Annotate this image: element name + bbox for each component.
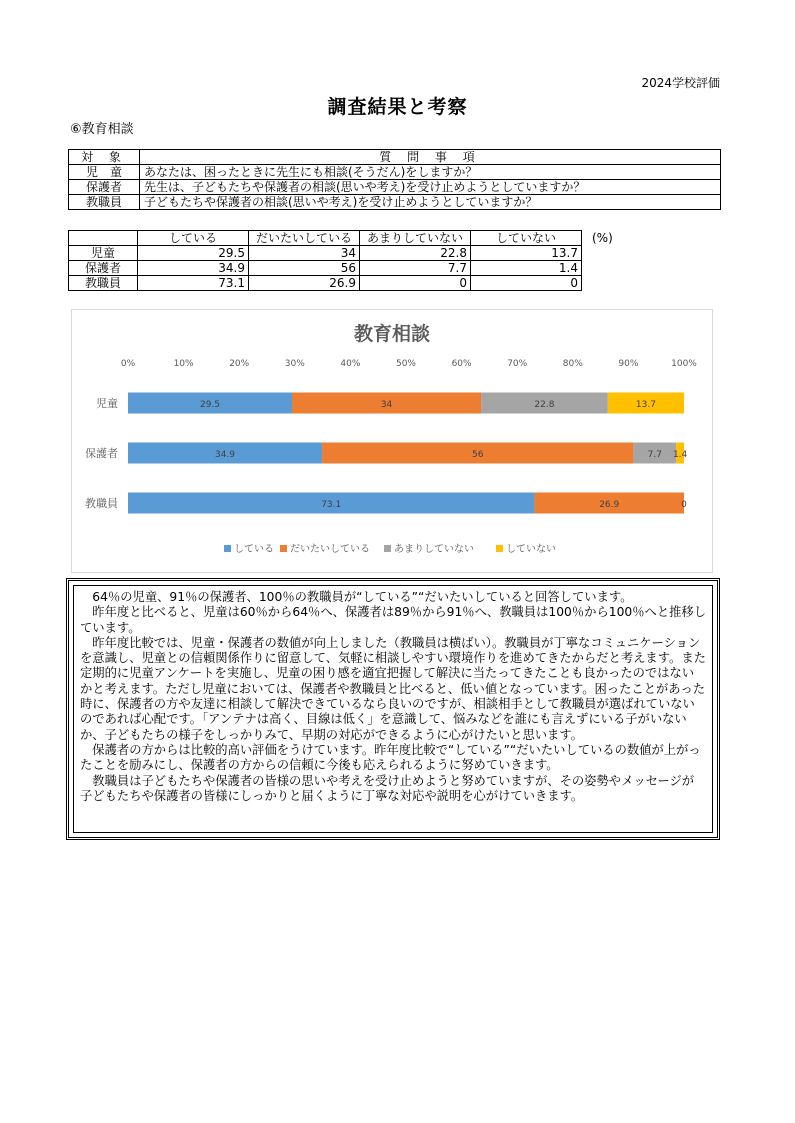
category-label: 児童 (96, 397, 118, 410)
legend-label: だいたいしている (290, 544, 370, 555)
category-label: 保護者 (85, 447, 118, 460)
x-tick-label: 30% (284, 359, 305, 369)
results-cell: 34 (249, 246, 360, 261)
page-title: 調査結果と考察 (327, 96, 468, 118)
results-cell: 0 (360, 276, 471, 291)
results-cell: 73.1 (138, 276, 249, 291)
legend-swatch (496, 545, 503, 552)
question-row (69, 165, 721, 180)
comment-box (66, 578, 720, 840)
results-cell: 22.8 (360, 246, 471, 261)
question-table (68, 149, 721, 210)
stacked-bar-chart (72, 310, 712, 572)
comment-paragraph: 保護者の方からは比較的高い評価をうけています。昨年度比較で“している”“だいたいしているの数値が上がったことを励みにし、保護者の方からの信頼に今後も応えられるように努めていきます。 (80, 742, 701, 773)
question-row (69, 195, 721, 210)
data-label: 34 (380, 400, 393, 410)
comment-paragraph: 教職員は子どもたちや保護者の皆様の思いや考えを受け止めようと努めていますが、その姿勢やメッセージが子どもたちや保護者の皆様にしっかりと届くように丁寧な対応や説明を心がけていきます。 (80, 773, 695, 803)
question-table-header (69, 150, 721, 165)
x-tick-label: 70% (507, 359, 528, 369)
results-cell: 26.9 (249, 276, 360, 291)
data-label: 0 (681, 500, 687, 510)
legend-label: している (234, 544, 274, 555)
results-col-header: している (138, 231, 249, 246)
results-row (69, 276, 582, 291)
x-tick-label: 40% (340, 359, 361, 369)
results-cell: 29.5 (138, 246, 249, 261)
section-title: ⑥教育相談 (70, 122, 134, 137)
x-tick-label: 100% (671, 359, 697, 369)
results-cell: 13.7 (471, 246, 582, 261)
question-text: 子どもたちや保護者の相談(思いや考え)を受け止めようとしていますか？ (140, 195, 721, 210)
results-row-label: 教職員 (69, 276, 138, 291)
legend-swatch (224, 545, 231, 552)
question-row (69, 180, 721, 195)
data-label: 29.5 (199, 400, 221, 410)
results-table (68, 230, 582, 291)
data-label: 73.1 (321, 500, 342, 510)
results-row (69, 261, 582, 276)
chart-container (71, 309, 713, 573)
question-text: あなたは、困ったときに先生にも相談(そうだん)をしますか？ (140, 165, 721, 180)
legend-swatch (384, 545, 391, 552)
comment-paragraph: 昨年度と比べると、児童は60％から64％へ、保護者は89％から91％へ、教職員は100％から100％へと推移しています。 (80, 605, 707, 635)
results-cell: 34.9 (138, 261, 249, 276)
comment-body (73, 585, 713, 833)
data-label: 26.9 (599, 500, 620, 510)
legend-label: していない (506, 544, 556, 555)
data-label: 34.9 (214, 450, 236, 460)
results-row-label: 保護者 (69, 261, 138, 276)
data-label: 22.8 (534, 400, 555, 410)
x-tick-label: 50% (395, 359, 417, 369)
comment-paragraph: 64％の児童、91％の保護者、100％の教職員が“している”“だいたいしていると回答しています。 (92, 590, 633, 604)
results-row (69, 246, 582, 261)
year-label: 2024学校評価 (641, 76, 720, 90)
results-cell: 0 (471, 276, 582, 291)
chart-title: 教育相談 (353, 323, 431, 345)
question-target: 児 童 (69, 165, 140, 180)
comment-paragraph: 昨年度比較では、児童・保護者の数値が向上しました（教職員は横ばい）。教職員が丁寧なコミュニケーションを意識し、児童との信頼関係作りに留意して、気軽に相談しやすい環境作りを進めてきたからだと考えます。また定期的に児童アンケートを実施し、児童の困り感を適宜把握して解決に当たってきたことも良かったのではないかと考えます。ただし児童においては、保護者や教職員と比べると、低い値となっています。困ったことがあった時に、保護者の方や友達に相談して解決できているなら良いのですが、相談相手として教職員が選ばれていないのであれば心配です。「アンテナは高く、目線は低く」を意識して、悩みなどを誰にも言えずにいる子がいないか、子どもたちの様子をしっかりみて、早期の対応ができるように心がけたいと思います。 (80, 635, 706, 742)
header-question: 質 問 事 項 (140, 150, 721, 165)
x-tick-label: 80% (562, 359, 583, 369)
x-tick-label: 90% (618, 359, 639, 369)
data-label: 1.4 (672, 450, 688, 460)
x-tick-label: 10% (173, 359, 194, 369)
question-text: 先生は、子どもたちや保護者の相談(思いや考え)を受け止めようとしていますか？ (140, 180, 721, 195)
question-target: 教職員 (69, 195, 140, 210)
header-target: 対 象 (69, 150, 140, 165)
x-tick-label: 20% (229, 359, 250, 369)
unit-label: (%) (592, 231, 613, 245)
data-label: 7.7 (647, 450, 662, 460)
x-tick-label: 0% (120, 359, 136, 369)
x-tick-label: 60% (451, 359, 472, 369)
results-cell: 56 (249, 261, 360, 276)
results-col-header: だいたいしている (249, 231, 360, 246)
data-label: 13.7 (635, 400, 656, 410)
results-cell: 1.4 (471, 261, 582, 276)
legend-label: あまりしていない (394, 544, 474, 555)
data-label: 56 (471, 450, 484, 460)
results-cell: 7.7 (360, 261, 471, 276)
category-label: 教職員 (85, 497, 118, 510)
results-header-row (69, 231, 582, 246)
results-corner (69, 231, 138, 246)
results-col-header: あまりしていない (360, 231, 471, 246)
question-target: 保護者 (69, 180, 140, 195)
results-col-header: していない (471, 231, 582, 246)
legend-swatch (280, 545, 287, 552)
results-row-label: 児童 (69, 246, 138, 261)
